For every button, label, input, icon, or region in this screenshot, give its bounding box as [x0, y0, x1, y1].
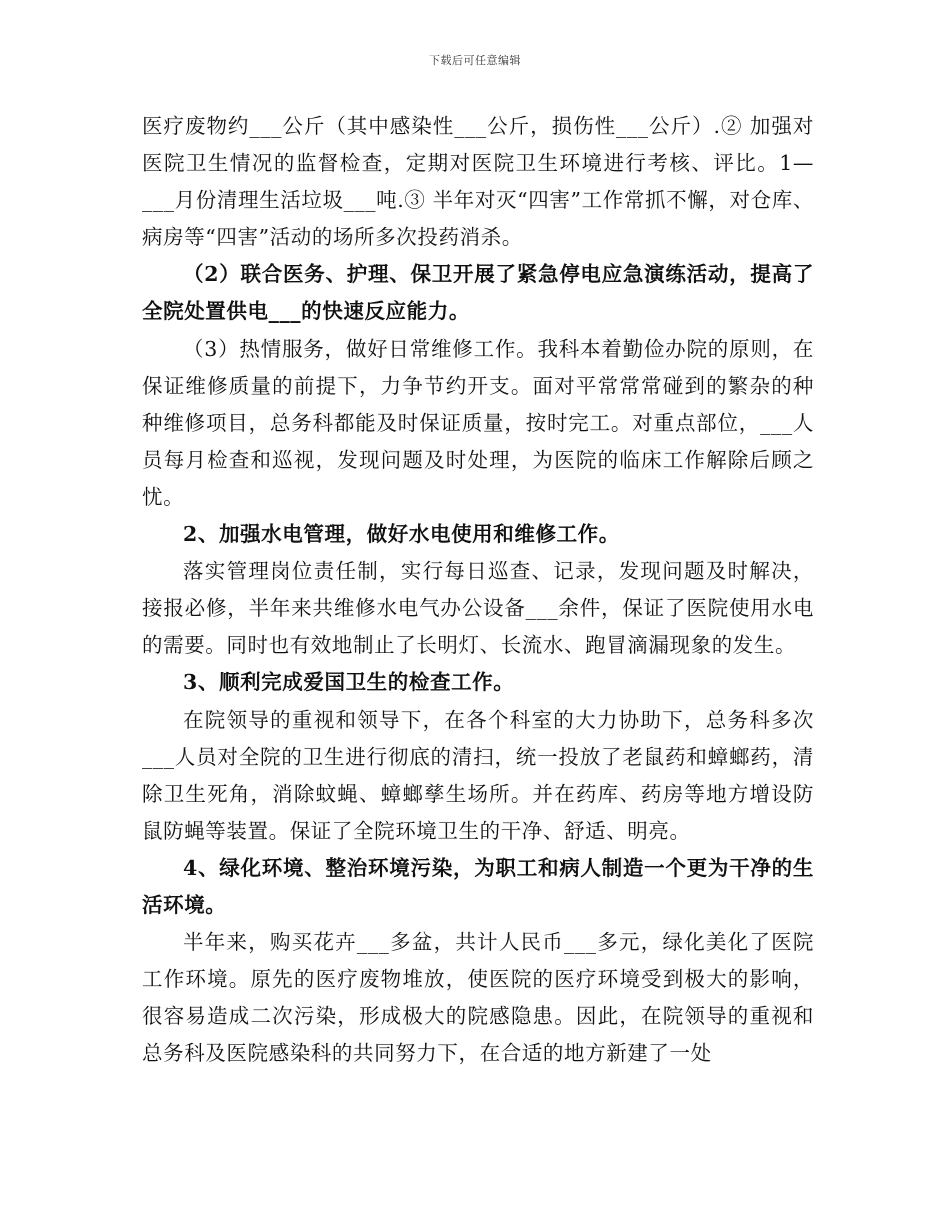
paragraph-maintenance-service: （3）热情服务，做好日常维修工作。我科本着勤俭办院的原则，在保证维修质量的前提下，力争节约开支。面对平常常常碰到的繁杂的种种维修项目，总务科都能及时保证质量，按时完工。对重点部位，___人员每月检查和巡视，发现问题及时处理，为医院的临床工作解除后顾之忧。 [142, 336, 814, 509]
document-body [142, 108, 814, 1072]
paragraph-water-electricity: 落实管理岗位责任制，实行每日巡查、记录，发现问题及时解决，接报必修，半年来共维修水电气办公设备___余件，保证了医院使用水电的需要。同时也有效地制止了长明灯、长流水、跑冒滴漏现象的发生。 [142, 559, 814, 658]
paragraph-hygiene-inspection: 在院领导的重视和领导下，在各个科室的大力协助下，总务科多次___人员对全院的卫生进行彻底的清扫，统一投放了老鼠药和蟑螂药，清除卫生死角，消除蚊蝇、蟑螂孳生场所。并在药库、药房等地方增设防鼠防蝇等装置。保证了全院环境卫生的干净、舒适、明亮。 [142, 707, 814, 843]
paragraph-greening: 半年来，购买花卉___多盆，共计人民币___多元，绿化美化了医院工作环境。原先的医疗废物堆放，使医院的医疗环境受到极大的影响，很容易造成二次污染，形成极大的院感隐患。因此，在院领导的重视和总务科及医院感染科的共同努力下，在合适的地方新建了一处 [142, 930, 814, 1066]
page-header: 下载后可任意编辑 [429, 54, 521, 67]
section-heading-hygiene-inspection: 3、顺利完成爱国卫生的检查工作。 [183, 670, 515, 695]
paragraph-waste-management: 医疗废物约___公斤（其中感染性___公斤，损伤性___公斤）.② 加强对医院卫生情况的监督检查，定期对医院卫生环境进行考核、评比。1—___月份清理生活垃圾___吨.③ 半年对灭“四害”工作常抓不懈，对仓库、病房等“四害”活动的场所多次投药消杀。 [142, 114, 814, 250]
section-heading-greening: 4、绿化环境、整治环境污染，为职工和病人制造一个更为干净的生活环境。 [142, 855, 814, 917]
section-heading-water-electricity: 2、加强水电管理，做好水电使用和维修工作。 [183, 522, 620, 547]
paragraph-power-drill: （2）联合医务、护理、保卫开展了紧急停电应急演练活动，提高了全院处置供电___的快速反应能力。 [142, 262, 814, 324]
